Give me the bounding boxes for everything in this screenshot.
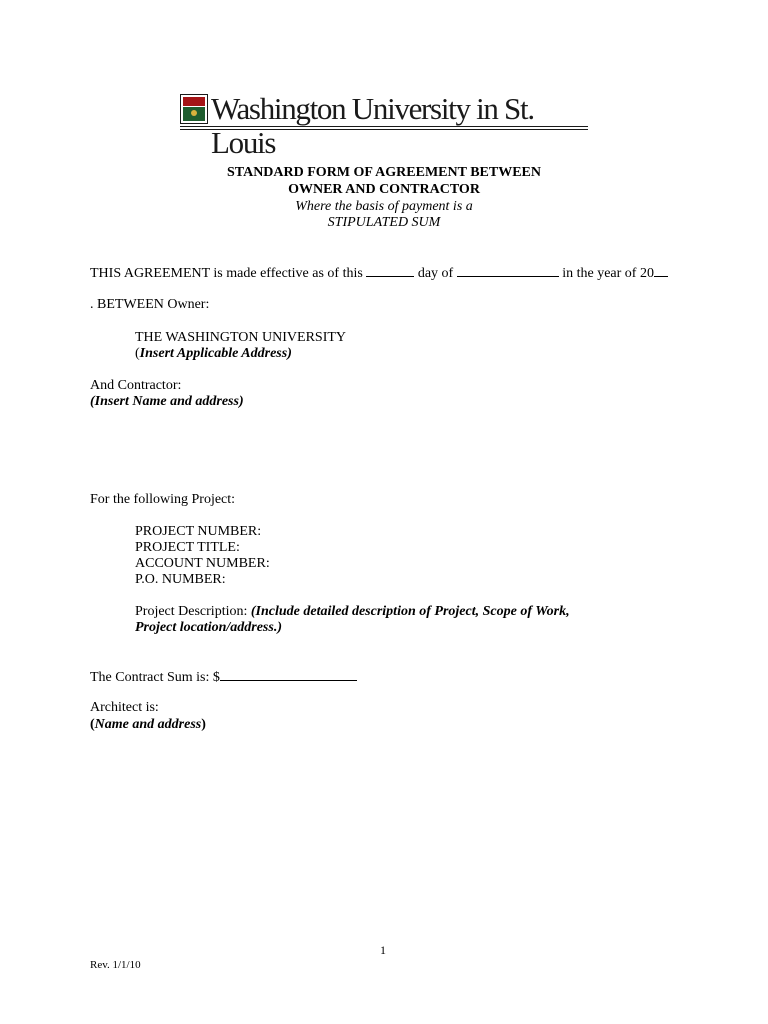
contractor-label: And Contractor: [90, 378, 182, 393]
agreement-prefix: THIS AGREEMENT is made effective as of this [90, 266, 363, 281]
between-owner-label: . BETWEEN Owner: [90, 297, 210, 312]
university-seal-icon [180, 94, 208, 124]
currency-symbol: $ [212, 670, 220, 685]
contract-sum-line [90, 668, 357, 686]
po-number-label: P.O. NUMBER: [135, 572, 226, 587]
project-title-label: PROJECT TITLE: [135, 540, 240, 555]
document-subtitle-line1: Where the basis of payment is a [295, 199, 473, 214]
revision-label: Rev. 1/1/10 [90, 959, 141, 971]
agreement-year-of: in the year of 20 [562, 266, 654, 281]
contract-sum-label: The Contract Sum is: [90, 670, 210, 685]
university-logo [180, 91, 588, 160]
agreement-day-of: day of [417, 266, 454, 281]
page-number: 1 [380, 943, 386, 957]
account-number-label: ACCOUNT NUMBER: [135, 556, 270, 571]
month-blank[interactable] [457, 264, 559, 277]
owner-address-placeholder: Insert Applicable Address [139, 346, 288, 361]
project-description-line1 [135, 604, 570, 620]
owner-address-line: (Insert Applicable Address) [135, 346, 292, 361]
contract-sum-blank[interactable] [220, 668, 357, 681]
year-blank[interactable] [654, 264, 668, 277]
owner-name: THE WASHINGTON UNIVERSITY [135, 330, 347, 345]
architect-placeholder-line: (Name and address) [90, 717, 206, 732]
document-subtitle-line2: STIPULATED SUM [327, 215, 441, 230]
project-description-label: Project Description: [135, 604, 248, 619]
document-title-line2: OWNER AND CONTRACTOR [288, 182, 480, 197]
architect-placeholder: Name and address [94, 717, 202, 732]
project-description-line2: Project location/address.) [135, 620, 282, 635]
document-title-line1: STANDARD FORM OF AGREEMENT BETWEEN [227, 165, 541, 180]
project-description-placeholder: (Include detailed description of Project, Scope of Work, [250, 604, 570, 619]
logo-wordmark: Washington University in St. Louis [211, 91, 534, 160]
project-label: For the following Project: [90, 492, 236, 507]
day-blank[interactable] [366, 264, 414, 277]
architect-label: Architect is: [90, 700, 159, 715]
agreement-line [90, 264, 668, 282]
project-number-label: PROJECT NUMBER: [135, 524, 262, 539]
contractor-placeholder: (Insert Name and address) [90, 394, 244, 409]
